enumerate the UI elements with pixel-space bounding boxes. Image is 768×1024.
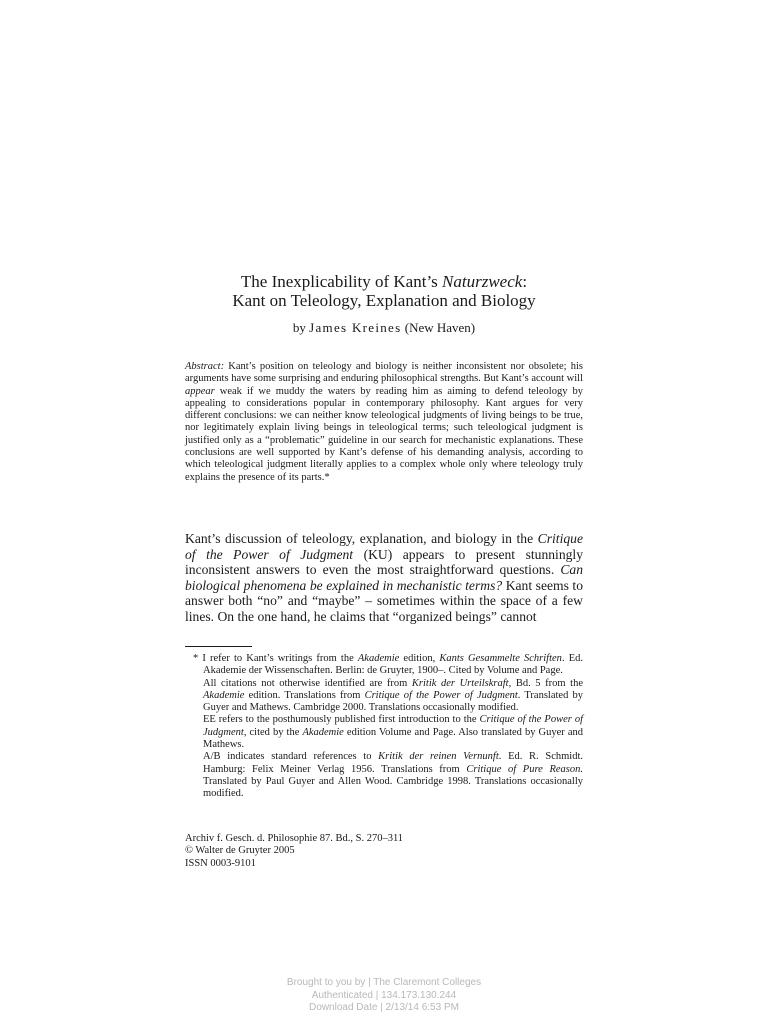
byline-prefix: by (292, 320, 310, 335)
body-text-1: Kant’s discussion of teleology, explanation, and biology in the (185, 531, 538, 546)
watermark-line-3: Download Date | 2/13/14 6:53 PM (309, 1002, 459, 1013)
footnote-1-text-2: edition, (399, 653, 440, 664)
footnote-2-italic-3: Critique of the Power of Judgment (364, 689, 518, 701)
body-text-3: Kant seems to answer both “no” and “maybe” – sometimes within the space of a few lines. On the one hand, he claims that “organized beings” cannot (185, 577, 583, 624)
copyright-line: © Walter de Gruyter 2005 (185, 845, 295, 857)
watermark-line-2: Authenticated | 134.173.130.244 (311, 989, 457, 1001)
download-watermark (0, 977, 768, 1015)
abstract (185, 361, 583, 484)
footnote-3-italic-1: Critique of the Power of Judgment (203, 714, 583, 738)
journal-imprint (185, 833, 583, 870)
footnote-4-text-2: . Ed. R. Schmidt. Hamburg: Felix Meiner Verlag 1956. Translations from (203, 751, 583, 775)
journal-citation: Archiv f. Gesch. d. Philosophie 87. Bd., S. 270–311 (185, 833, 404, 844)
footnote-paragraph-3 (193, 714, 583, 751)
footnote-1-italic-1: Akademie (357, 653, 400, 664)
issn-line: ISSN 0003-9101 (185, 857, 256, 869)
footnote-paragraph-4 (193, 751, 583, 800)
abstract-label: Abstract: (185, 361, 225, 372)
footnote-2-italic-2: Akademie (203, 689, 245, 701)
footnote-2-italic-1: Kritik der Urteilskraft (411, 677, 509, 689)
footnote-2-text-2: , Bd. 5 from the (508, 677, 583, 689)
title-line-1-text: The Inexplicability of Kant’s (240, 272, 443, 291)
body-text-2: (KU) appears to present stunningly inconsistent answers to even the most straightforward questions. (185, 546, 583, 578)
footnote-paragraph-2 (193, 678, 583, 715)
footnote-4-text-1: A/B indicates standard references to (203, 751, 379, 763)
body-italic-1: Critique of the Power of Judgment (185, 531, 583, 562)
footnote-3-text-1: EE refers to the posthumously published first introduction to the (203, 714, 480, 726)
title-italic-term: Naturzweck (442, 272, 523, 291)
watermark-line-1: Brought to you by | The Claremont Colleges (286, 977, 482, 988)
footnote-4-italic-2: Critique of Pure Reason. (466, 763, 583, 775)
footnote (193, 653, 583, 801)
footnote-4-italic-1: Kritik der reinen Vernunft (378, 751, 499, 763)
footnote-3-text-2: , cited by the (243, 726, 303, 738)
title-colon: : (522, 272, 528, 291)
article-title (185, 272, 583, 310)
abstract-text-2: weak if we muddy the waters by reading him as aiming to defend teleology by appealing to considerations popular in contemporary philosophy. Kant argues for very different conclusions: we can neither know teleological judgments of living beings to be true, nor legitimately explain living beings in teleological terms; such teleological judgment is justified only as a “problematic” guideline in our search for mechanistic explanations. These conclusions are well supported by Kant’s defense of his demanding analysis, according to which teleological judgment literally applies to a complex whole only where teleology truly explains the presence of its parts.* (185, 385, 583, 483)
footnote-1-text-1: I refer to Kant’s writings from the (198, 653, 358, 664)
title-line-1 (185, 272, 583, 291)
footnote-1-text-3: . Ed. Akademie der Wissenschaften. Berlin: de Gruyter, 1900–. Cited by Volume and Page. (203, 653, 583, 677)
footnote-marker: * (193, 653, 199, 664)
author-name: James Kreines (309, 320, 402, 335)
footnote-1-italic-2: Kants Gesammelte Schriften (439, 653, 562, 664)
footnote-3-text-3: edition Volume and Page. Also translated by Guyer and Mathews. (203, 726, 583, 751)
footnote-4-text-3: Translated by Paul Guyer and Allen Wood. Cambridge 1998. Translations occasionally modified. (203, 775, 583, 800)
footnote-2-text-3: edition. Translations from (244, 689, 365, 701)
author-affiliation: (New Haven) (401, 320, 476, 335)
body-paragraph (185, 531, 583, 625)
byline (185, 320, 583, 336)
footnote-separator (185, 646, 252, 647)
abstract-italic-1: appear (185, 385, 215, 397)
title-line-2: Kant on Teleology, Explanation and Biology (232, 291, 536, 310)
footnote-2-text-4: . Translated by Guyer and Mathews. Cambridge 2000. Translations occasionally modified. (203, 689, 583, 714)
footnote-3-italic-2: Akademie (302, 726, 344, 738)
footnote-2-text-1: All citations not otherwise identified are from (203, 677, 412, 689)
footnote-paragraph-1 (193, 653, 583, 678)
abstract-text-1: Kant’s position on teleology and biology is neither inconsistent nor obsolete; his arguments have some surprising and enduring philosophical strengths. But Kant’s account will (185, 361, 583, 385)
body-italic-2: Can biological phenomena be explained in mechanistic terms? (185, 562, 583, 593)
